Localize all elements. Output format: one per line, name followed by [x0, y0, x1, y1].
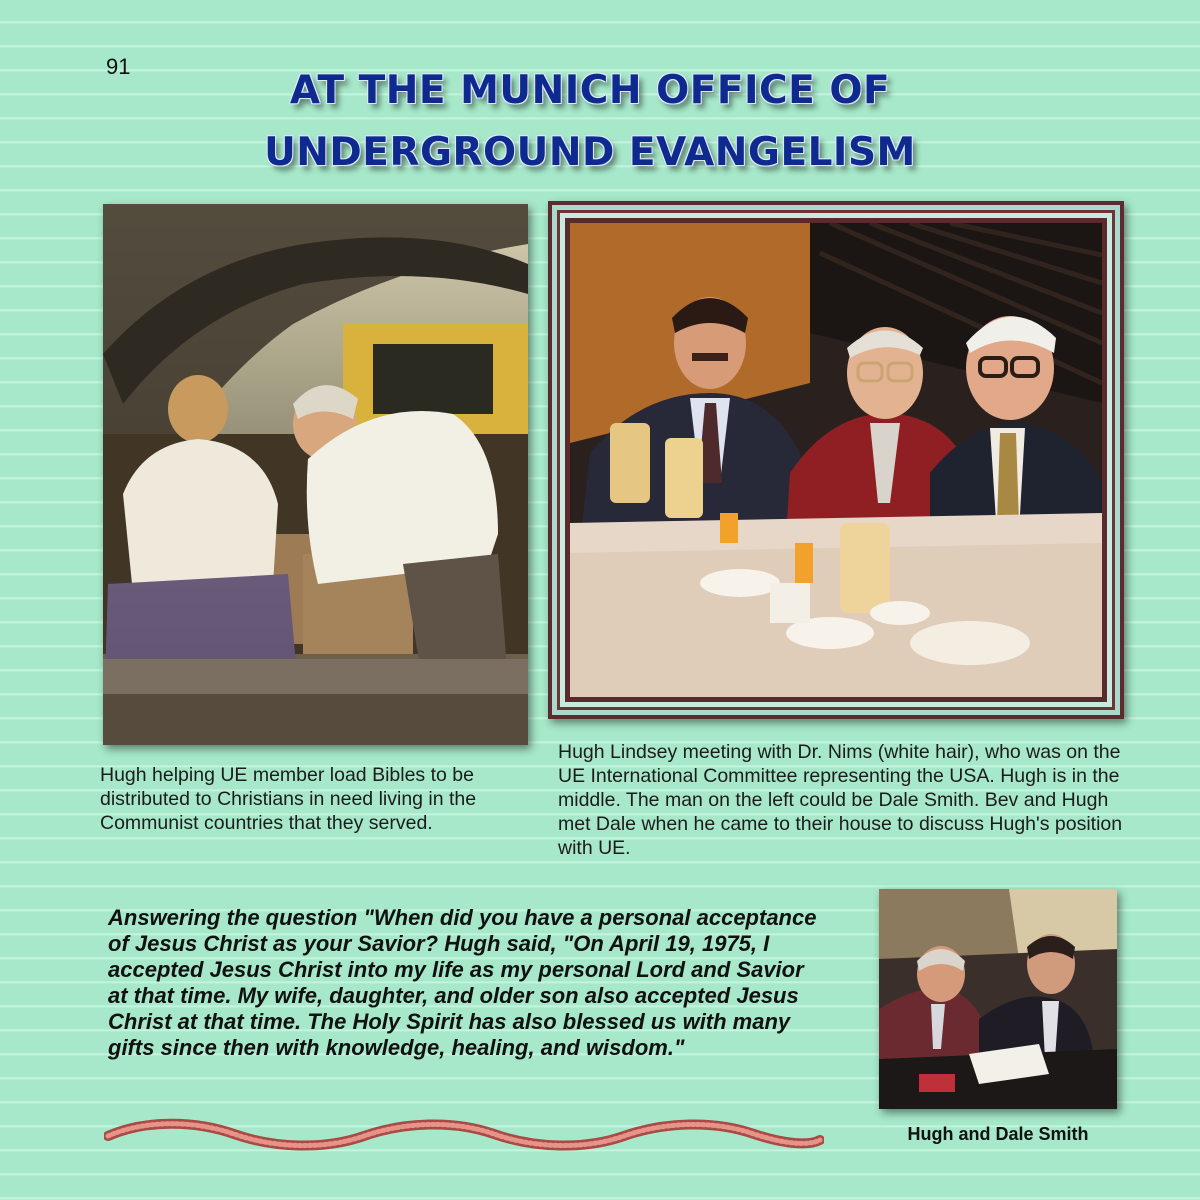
- right-photo-caption: Hugh Lindsey meeting with Dr. Nims (white hair), who was on the UE International Committee representing the USA. Hugh is in the middle. The man on the left could be Dale Smith. Bev and Hugh met Dale when he came to their house to discuss Hugh's position with UE.: [558, 741, 1123, 859]
- page-title-line-1: AT THE MUNICH OFFICE OF: [289, 68, 891, 113]
- meeting-table-photo: [570, 223, 1102, 697]
- decorative-ribbon: [104, 1112, 824, 1158]
- loading-bibles-photo: [103, 204, 528, 745]
- testimony-quote: Answering the question "When did you have a personal acceptance of Jesus Christ as your Savior? Hugh said, "On April 19, 1975, I accepted Jesus Christ into my life as my personal Lord and Savior at that time. My wife, daughter, and older son also accepted Jesus Christ at that time. The Holy Spirit has also blessed us with many gifts since then with knowledge, healing, and wisdom.": [108, 905, 817, 1060]
- left-photo-caption: Hugh helping UE member load Bibles to be distributed to Christians in need living in the Communist countries that they served.: [100, 764, 477, 834]
- page-title: [230, 60, 950, 184]
- page-title-line-2: UNDERGROUND EVANGELISM: [264, 130, 916, 175]
- meeting-photo-frame: [548, 201, 1124, 719]
- hugh-and-dale-photo: [879, 889, 1117, 1109]
- small-photo-caption: Hugh and Dale Smith: [907, 1124, 1089, 1144]
- page-number: 91: [106, 54, 131, 79]
